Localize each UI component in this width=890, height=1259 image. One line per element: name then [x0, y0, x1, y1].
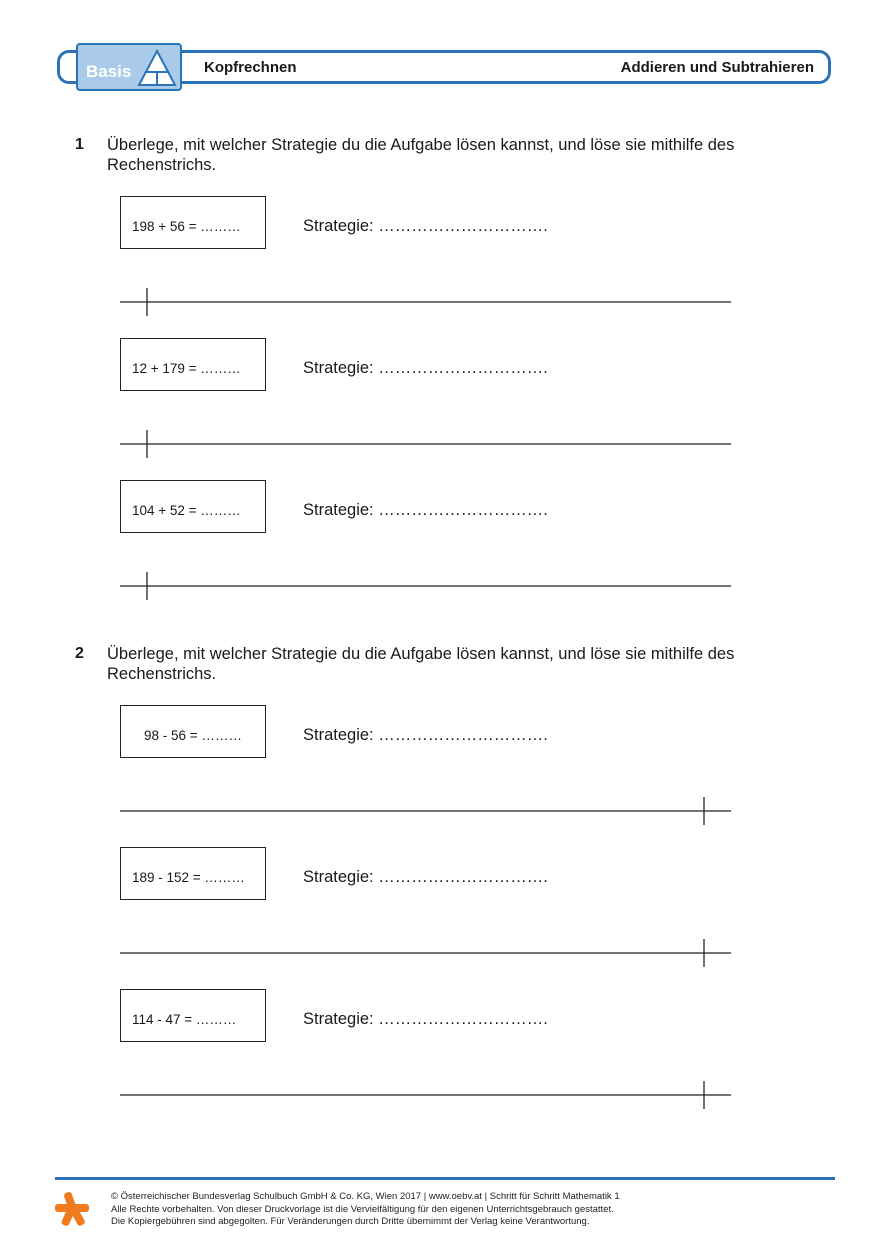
- task-1-strategy-3[interactable]: Strategie: ………………………….: [303, 501, 548, 519]
- header-topic: Kopfrechnen: [204, 59, 297, 76]
- task-1-strategy-2[interactable]: Strategie: ………………………….: [303, 359, 548, 377]
- triangle-level-icon: [137, 48, 177, 88]
- copyright-notice: [111, 1191, 620, 1229]
- task-2-number: 2: [75, 645, 84, 662]
- task-2-exercise-3: 114 - 47 = ………: [120, 989, 266, 1042]
- number-line[interactable]: [118, 1080, 734, 1110]
- badge-label: Basis: [86, 62, 132, 81]
- number-line[interactable]: [118, 429, 734, 459]
- task-2-strategy-2[interactable]: Strategie: ………………………….: [303, 868, 548, 886]
- number-line[interactable]: [118, 287, 734, 317]
- task-2-strategy-3[interactable]: Strategie: ………………………….: [303, 1010, 548, 1028]
- task-1-exercise-2: 12 + 179 = ………: [120, 338, 266, 391]
- task-2-exercise-1: 98 - 56 = ………: [120, 705, 266, 758]
- task-1-instruction: Überlege, mit welcher Strategie du die Aufgabe lösen kannst, und löse sie mithilfe des Rechenstrichs.: [107, 136, 735, 174]
- copyright-line-1: © Österreichischer Bundesverlag Schulbuch GmbH & Co. KG, Wien 2017 | www.oebv.at | Schritt für Schritt Mathematik 1: [111, 1191, 620, 1202]
- copyright-line-3: Die Kopiergebühren sind abgegolten. Für Veränderungen durch Dritte übernimmt der Verlag keine Verantwortung.: [111, 1216, 590, 1227]
- level-badge: [76, 43, 182, 91]
- header-chapter: Addieren und Subtrahieren: [620, 59, 814, 76]
- footer-divider: [55, 1177, 835, 1180]
- task-1-number: 1: [75, 136, 84, 153]
- task-1-exercise-3: 104 + 52 = ………: [120, 480, 266, 533]
- task-1-exercise-1: 198 + 56 = ………: [120, 196, 266, 249]
- publisher-logo-icon: [52, 1189, 92, 1229]
- task-2-exercise-2: 189 - 152 = ………: [120, 847, 266, 900]
- number-line[interactable]: [118, 571, 734, 601]
- number-line[interactable]: [118, 938, 734, 968]
- task-2-instruction: Überlege, mit welcher Strategie du die Aufgabe lösen kannst, und löse sie mithilfe des Rechenstrichs.: [107, 645, 735, 683]
- copyright-line-2: Alle Rechte vorbehalten. Von dieser Druckvorlage ist die Vervielfältigung für den eigenen Unterrichtsgebrauch gestattet.: [111, 1203, 614, 1215]
- task-1-strategy-1[interactable]: Strategie: ………………………….: [303, 217, 548, 235]
- number-line[interactable]: [118, 796, 734, 826]
- task-2-strategy-1[interactable]: Strategie: ………………………….: [303, 726, 548, 744]
